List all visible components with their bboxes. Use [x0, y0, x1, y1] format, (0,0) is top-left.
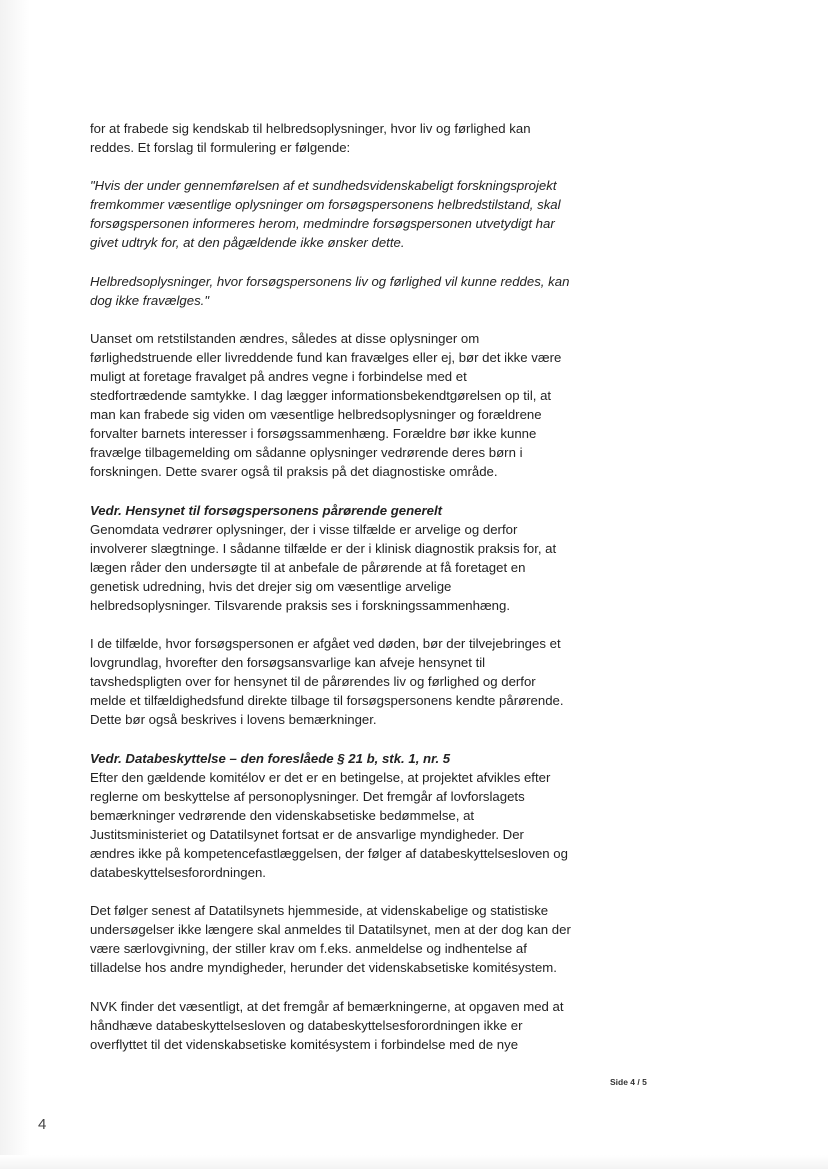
scan-shadow-left	[0, 0, 30, 1169]
text-line: forvalter barnets interesser i forsøgssammenhæng. Forældre bør ikke kunne	[90, 426, 537, 442]
sheet-number: 4	[38, 1116, 47, 1133]
text-line: genetisk udredning, hvis det drejer sig om væsentlige arvelige	[90, 578, 452, 594]
text-line: reglerne om beskyttelse af personoplysninger. Det fremgår af lovforslagets	[90, 788, 525, 804]
page-indicator: Side 4 / 5	[610, 1077, 647, 1087]
text-line: førlighedstruende eller livreddende fund kan fravælges eller ej, bør det ikke være	[90, 349, 562, 365]
quote-paragraph	[90, 272, 590, 310]
document-body	[90, 119, 590, 1073]
text-line: fravælge tilbagemelding om sådanne oplysninger vedrørende deres børn i	[90, 445, 523, 461]
text-line: overflyttet til det videnskabsetiske komitésystem i forbindelse med de nye	[90, 1036, 519, 1052]
paragraph	[90, 997, 590, 1054]
text-line: lovgrundlag, hvorefter den forsøgsansvarlige kan afveje hensynet til	[90, 655, 486, 671]
text-line: melde et tilfældighedsfund direkte tilbage til forsøgspersonens kendte pårørende.	[90, 693, 564, 709]
section-heading: Vedr. Hensynet til forsøgspersonens pårørende generelt	[90, 502, 443, 518]
paragraph	[90, 634, 590, 729]
text-line: for at frabede sig kendskab til helbredsoplysninger, hvor liv og førlighed kan	[90, 121, 531, 136]
text-line: undersøgelser ikke længere skal anmeldes til Datatilsynet, men at der dog kan der	[90, 922, 571, 938]
paragraph	[90, 329, 590, 482]
text-line: databeskyttelsesforordningen.	[90, 865, 266, 881]
text-line: Det følger senest af Datatilsynets hjemmeside, at videnskabelige og statistiske	[90, 903, 549, 919]
text-line: Helbredsoplysninger, hvor forsøgspersonens liv og førlighed vil kunne reddes, kan	[90, 273, 570, 289]
text-line: givet udtryk for, at den pågældende ikke ønsker dette.	[90, 235, 405, 251]
text-line: Uanset om retstilstanden ændres, således at disse oplysninger om	[90, 330, 480, 346]
text-line: Dette bør også beskrives i lovens bemærkninger.	[90, 712, 377, 728]
paragraph	[90, 901, 590, 977]
quote-paragraph	[90, 176, 590, 252]
text-line: muligt at foretage fravalget på andres vegne i forbindelse med et	[90, 368, 467, 384]
text-line: forskningen. Dette svarer også til praksis på det diagnostiske område.	[90, 464, 498, 480]
text-line: tavshedspligten over for hensynet til de pårørendes liv og førlighed og derfor	[90, 674, 536, 690]
text-line: lægen råder den undersøgte til at anbefale de pårørende at få foretaget en	[90, 559, 526, 575]
text-line: Genomdata vedrører oplysninger, der i visse tilfælde er arvelige og derfor	[90, 521, 518, 537]
text-line: stedfortrædende samtykke. I dag lægger informationsbekendtgørelsen op til, at	[90, 388, 552, 404]
text-line: fremkommer væsentlige oplysninger om forsøgspersonens helbredstilstand, skal	[90, 197, 561, 213]
section	[90, 501, 590, 616]
text-line: man kan frabede sig viden om væsentlige helbredsoplysninger og forældrene	[90, 407, 542, 423]
text-line: være særlovgivning, der stiller krav om f.eks. anmeldelse og indhentelse af	[90, 941, 527, 957]
text-line: Justitsministeriet og Datatilsynet fortsat er de ansvarlige myndigheder. Der	[90, 826, 524, 842]
scan-shadow-bottom	[0, 1155, 828, 1169]
text-line: I de tilfælde, hvor forsøgspersonen er afgået ved døden, bør der tilvejebringes et	[90, 636, 561, 652]
text-line: dog ikke fravælges."	[90, 292, 210, 308]
section	[90, 749, 590, 883]
paragraph	[90, 119, 590, 157]
text-line: helbredsoplysninger. Tilsvarende praksis ses i forskningssammenhæng.	[90, 597, 511, 613]
text-line: NVK finder det væsentligt, at det fremgår af bemærkningerne, at opgaven med at	[90, 998, 564, 1014]
text-line: Efter den gældende komitélov er det er en betingelse, at projektet afvikles efter	[90, 769, 551, 785]
text-line: bemærkninger vedrørende den videnskabsetiske bedømmelse, at	[90, 807, 475, 823]
text-line: forsøgspersonen informeres herom, medmindre forsøgspersonen utvetydigt har	[90, 216, 555, 232]
text-line: reddes. Et forslag til formulering er følgende:	[90, 140, 351, 156]
text-line: tilladelse hos andre myndigheder, herunder det videnskabsetiske komitésystem.	[90, 960, 557, 976]
text-line: "Hvis der under gennemførelsen af et sundhedsvidenskabeligt forskningsprojekt	[90, 178, 557, 194]
text-line: involverer slægtninge. I sådanne tilfælde er der i klinisk diagnostik praksis for, at	[90, 540, 557, 556]
section-heading: Vedr. Databeskyttelse – den foreslåede § 21 b, stk. 1, nr. 5	[90, 750, 451, 766]
text-line: ændres ikke på kompetencefastlæggelsen, der følger af databeskyttelsesloven og	[90, 846, 568, 861]
text-line: håndhæve databeskyttelsesloven og databeskyttelsesforordningen ikke er	[90, 1017, 523, 1033]
